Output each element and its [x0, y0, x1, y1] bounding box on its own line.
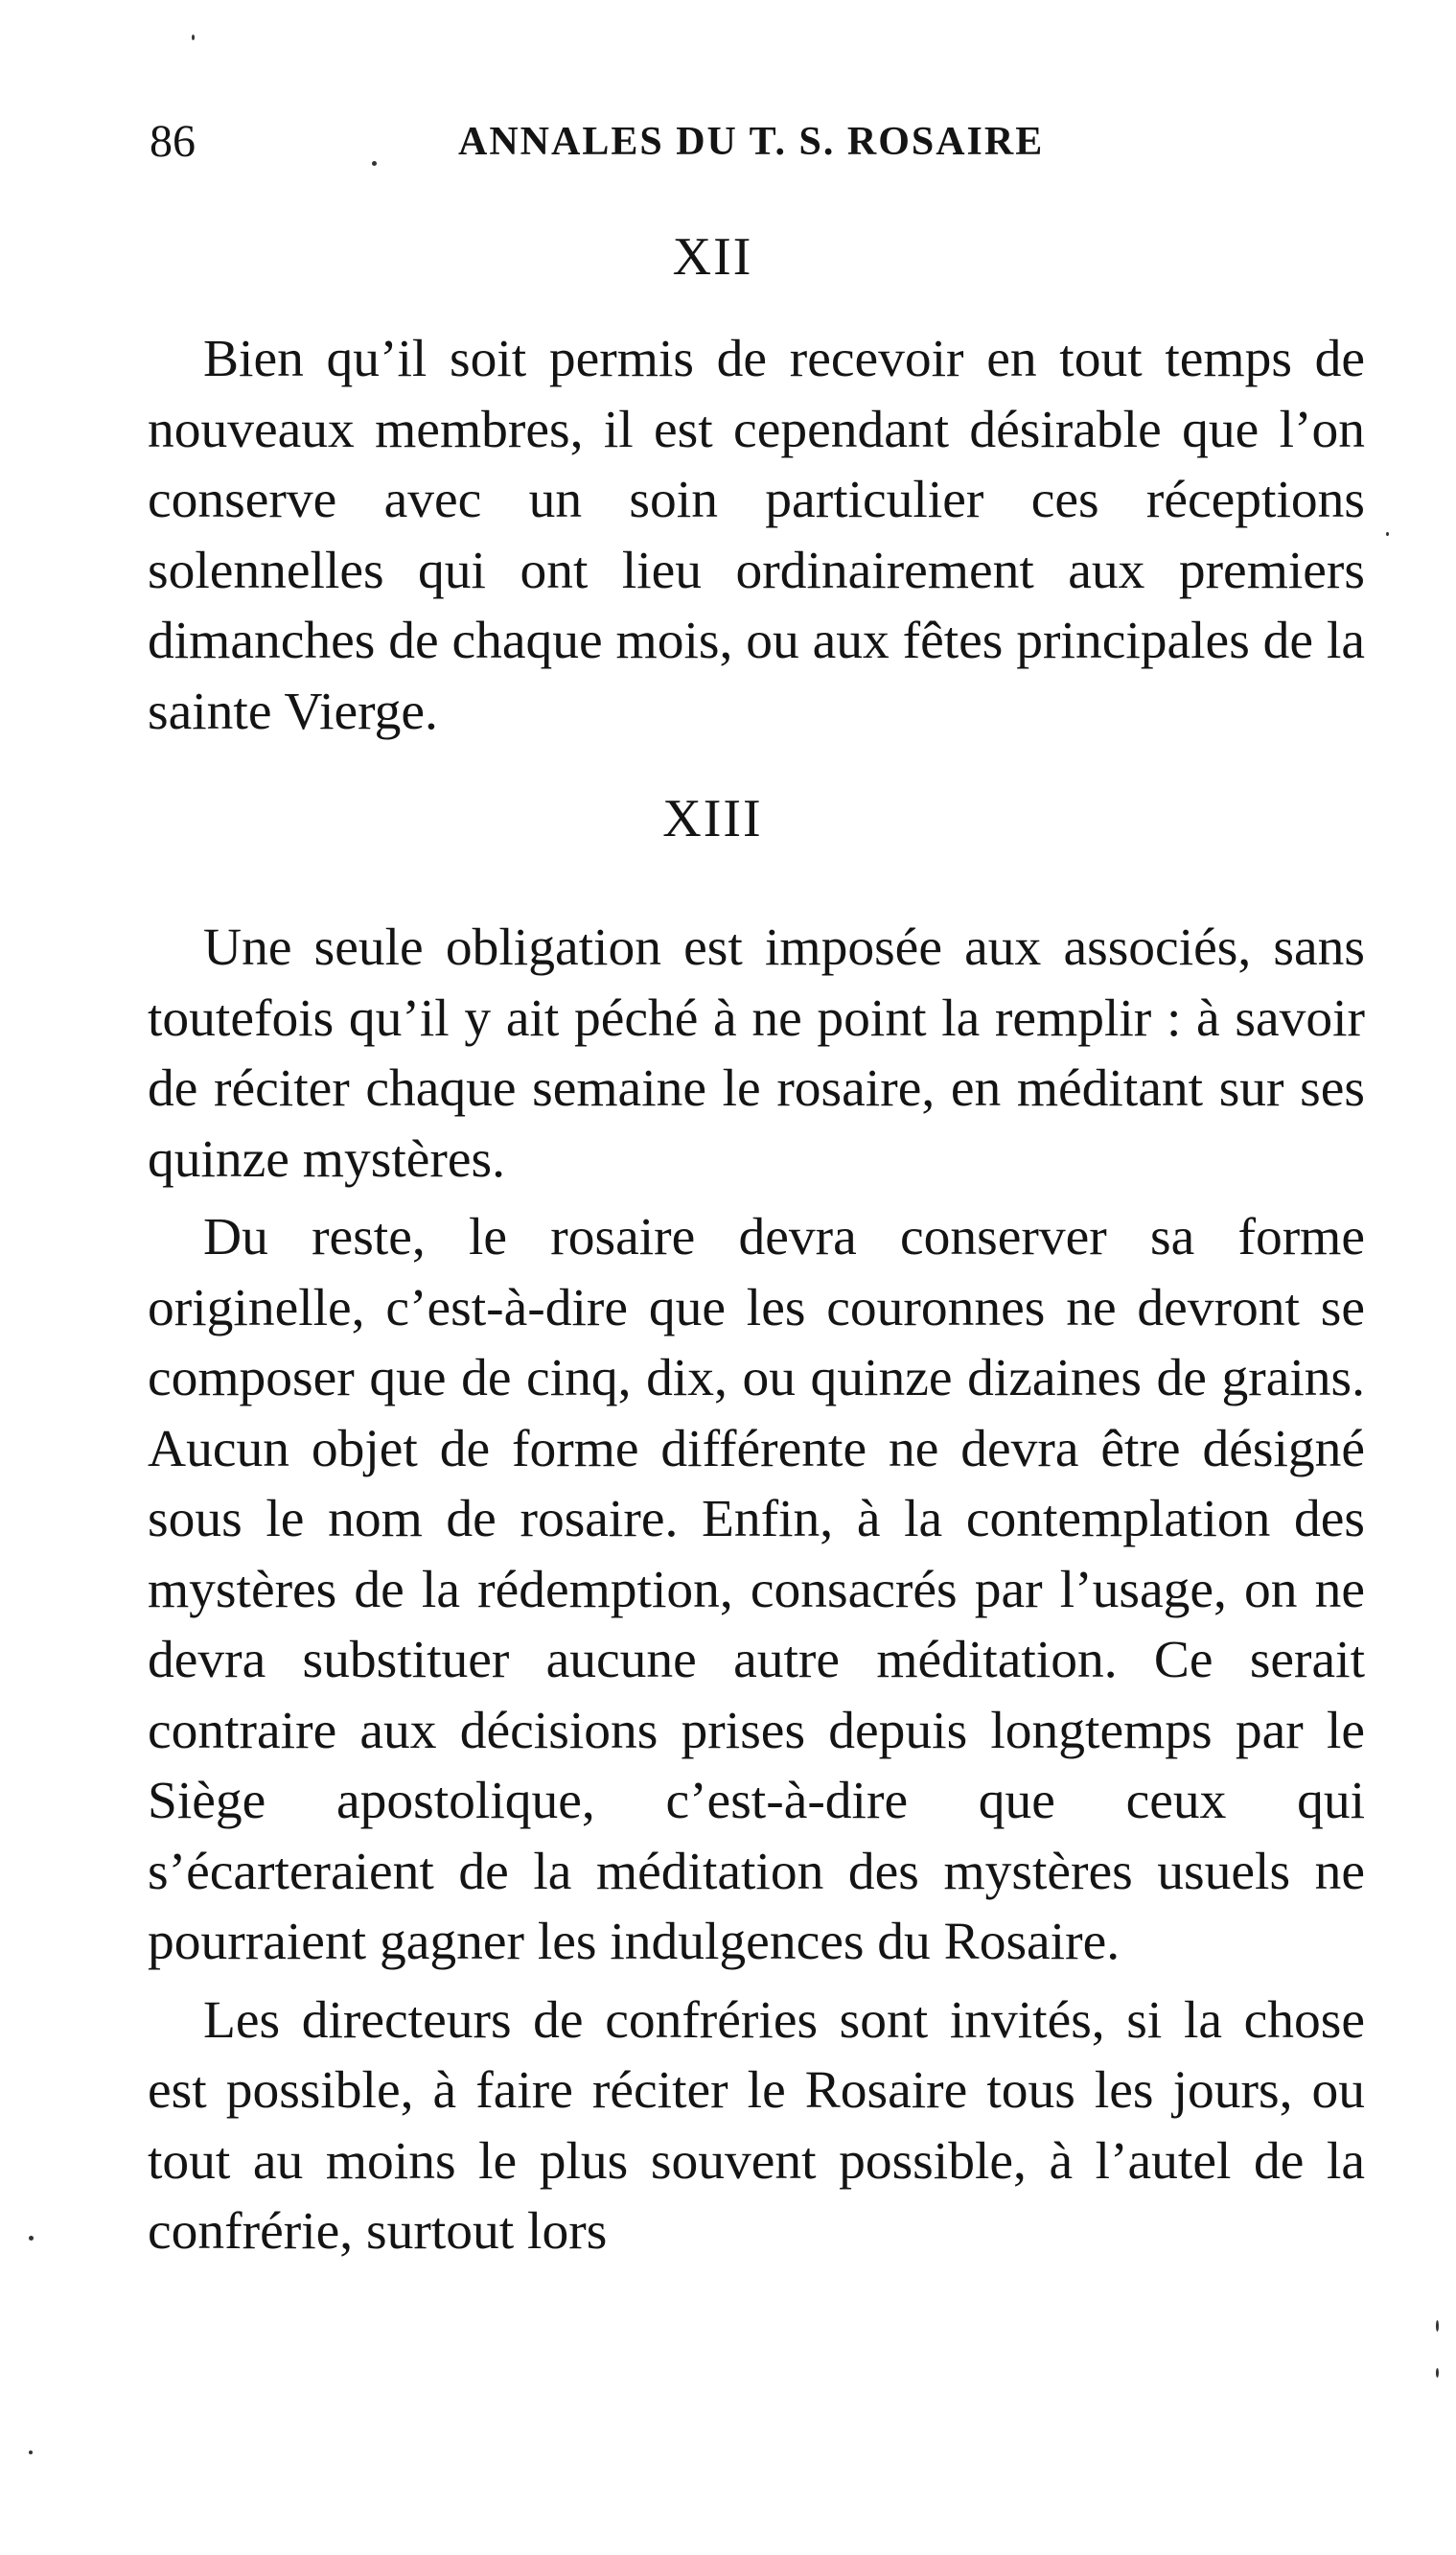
scan-speck — [1436, 2320, 1439, 2332]
scan-speck — [29, 2236, 34, 2241]
paragraph: Les directeurs de confréries sont invités, si la chose est possible, à faire réciter le Rosaire tous les jours, ou tout au moins le plus souvent possible, à l’autel de la confrérie, surtout lors — [148, 1990, 1365, 2261]
paragraph: Du reste, le rosaire devra conserver sa forme originelle, c’est-à-dire que les couronnes ne devront se composer que de cinq, dix, ou quinze dizaines de grains. Aucun objet de forme différente ne devra être désigné sous le nom de rosaire. Enfin, à la contemplation des mystères de la rédemption, consacrés par l’usage, on ne devra substituer aucune autre méditation. Ce serait contraire aux décisions prises depuis longtemps par le Siège apostolique, c’est-à-dire que ceux qui s’écarteraient de la méditation des mystères usuels ne pourraient gagner les indulgences du Rosaire. — [148, 1208, 1365, 1971]
scan-speck — [372, 161, 377, 166]
running-head: ANNALES DU T. S. ROSAIRE — [458, 120, 1045, 164]
scan-speck — [29, 2450, 33, 2454]
paragraph: Bien qu’il soit permis de recevoir en tout temps de nouveaux membres, il est cependant désirable que l’on conserve avec un soin particulier ces réceptions solennelles qui ont lieu ordinairement aux premiers dimanches de chaque mois, ou aux fêtes principales de la sainte Vierge. — [148, 330, 1365, 741]
page-number: 86 — [150, 116, 196, 167]
scan-speck — [1386, 532, 1389, 536]
section-xiii-body — [148, 913, 1365, 2267]
section-number-xii: XII — [672, 227, 753, 287]
section-number-xiii: XIII — [662, 789, 763, 848]
scan-speck — [1436, 2368, 1439, 2378]
paragraph: Une seule obligation est imposée aux associés, sans toutefois qu’il y ait péché à ne point la remplir : à savoir de réciter chaque semaine le rosaire, en méditant sur ses quinze mystères. — [148, 918, 1365, 1189]
scan-speck — [192, 35, 195, 40]
section-xii-body — [148, 324, 1365, 747]
page-header — [150, 113, 1108, 171]
